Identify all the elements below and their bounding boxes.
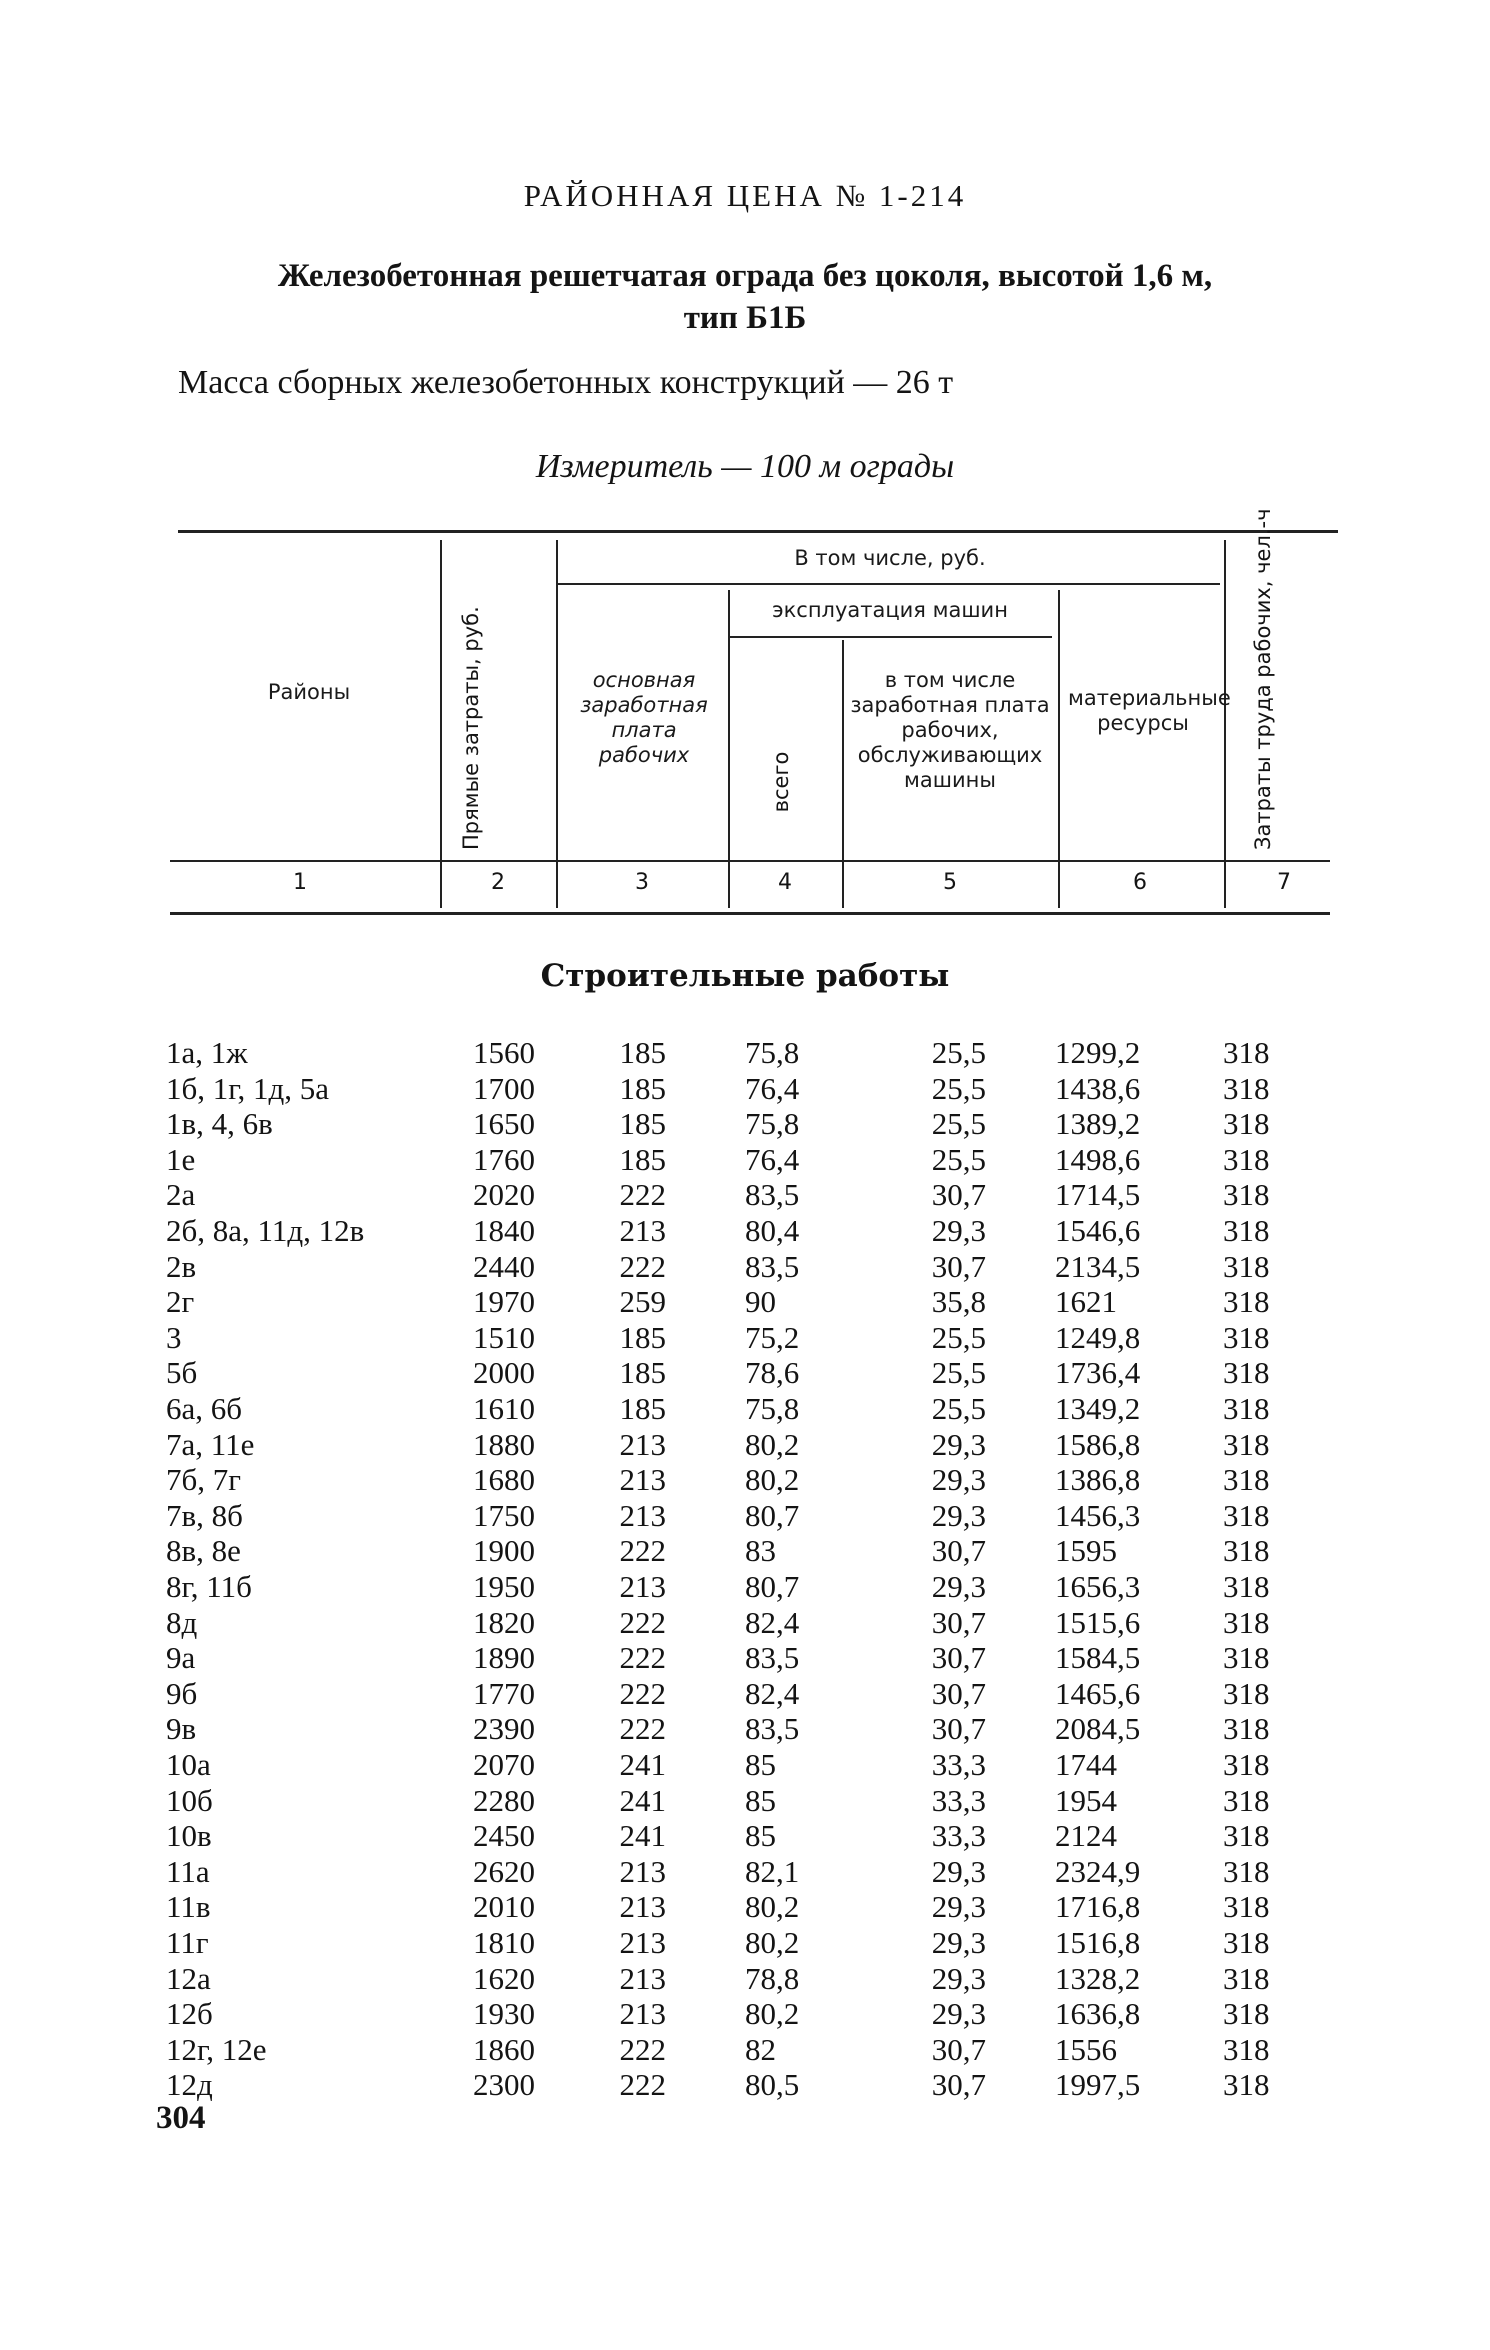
machine-wage-cell: 29,3 bbox=[931, 1462, 986, 1498]
table-row bbox=[0, 1498, 1490, 1533]
materials-cell: 1438,6 bbox=[1055, 1070, 1141, 1106]
base-wage-cell: 241 bbox=[619, 1747, 666, 1782]
labor-cell: 318 bbox=[1223, 1141, 1270, 1177]
labor-cell: 318 bbox=[1223, 1604, 1270, 1640]
direct-costs-cell: 2010 bbox=[473, 1889, 535, 1925]
table-row bbox=[0, 1142, 1490, 1177]
district-cell: 10в bbox=[166, 1818, 212, 1854]
subtitle-line-1: Железобетонная решетчатая ограда без цоколя, высотой 1,6 м, bbox=[277, 258, 1213, 294]
base-wage-cell: 213 bbox=[619, 1889, 666, 1925]
machine-total-cell: 83,5 bbox=[745, 1177, 800, 1213]
district-cell: 1а, 1ж bbox=[166, 1035, 248, 1070]
table-row bbox=[0, 1854, 1490, 1889]
measurement-unit: Измеритель — 100 м ограды bbox=[535, 448, 955, 485]
table-row bbox=[0, 1961, 1490, 1996]
col-number: 4 bbox=[778, 870, 792, 895]
base-wage-cell: 222 bbox=[619, 1533, 666, 1569]
page-header-title: РАЙОННАЯ ЦЕНА № 1-214 bbox=[523, 178, 967, 213]
district-cell: 2г bbox=[166, 1284, 195, 1320]
materials-cell: 2084,5 bbox=[1055, 1711, 1141, 1747]
col-number: 2 bbox=[491, 870, 505, 895]
materials-cell: 1386,8 bbox=[1055, 1462, 1141, 1498]
table-row bbox=[0, 1391, 1490, 1426]
machine-wage-cell: 29,3 bbox=[931, 1569, 986, 1604]
district-cell: 5б bbox=[166, 1355, 198, 1391]
table-row bbox=[0, 1996, 1490, 2031]
machine-total-cell: 83,5 bbox=[745, 1640, 800, 1676]
direct-costs-cell: 1810 bbox=[473, 1925, 535, 1960]
divider bbox=[440, 540, 442, 908]
materials-cell: 1586,8 bbox=[1055, 1426, 1141, 1462]
base-wage-cell: 185 bbox=[619, 1070, 666, 1106]
direct-costs-cell: 2300 bbox=[473, 2067, 535, 2103]
machine-total-cell: 85 bbox=[745, 1747, 776, 1782]
materials-cell: 1546,6 bbox=[1055, 1213, 1141, 1248]
labor-cell: 318 bbox=[1223, 1569, 1270, 1604]
table-row bbox=[0, 1427, 1490, 1462]
divider bbox=[728, 590, 730, 908]
district-cell: 7б, 7г bbox=[166, 1462, 241, 1498]
base-wage-cell: 213 bbox=[619, 1853, 666, 1889]
machine-total-cell: 75,8 bbox=[745, 1391, 800, 1426]
divider bbox=[1224, 540, 1226, 908]
base-wage-cell: 222 bbox=[619, 1177, 666, 1213]
materials-cell: 1249,8 bbox=[1055, 1319, 1141, 1355]
direct-costs-cell: 1770 bbox=[473, 1675, 535, 1711]
direct-costs-cell: 1610 bbox=[473, 1391, 535, 1426]
subtitle-line-2: тип Б1Б bbox=[683, 300, 807, 336]
table-row bbox=[0, 1249, 1490, 1284]
machine-wage-cell: 29,3 bbox=[931, 1497, 986, 1533]
direct-costs-cell: 1620 bbox=[473, 1960, 535, 1996]
table-row bbox=[0, 1640, 1490, 1675]
machine-wage-cell: 30,7 bbox=[931, 2067, 986, 2103]
labor-cell: 318 bbox=[1223, 1462, 1270, 1498]
base-wage-cell: 213 bbox=[619, 1960, 666, 1996]
base-wage-cell: 222 bbox=[619, 2031, 666, 2067]
materials-cell: 1656,3 bbox=[1055, 1569, 1141, 1604]
table-row bbox=[0, 1747, 1490, 1782]
base-wage-cell: 185 bbox=[619, 1355, 666, 1391]
labor-header: Затраты труда рабочих, чел.-ч bbox=[1251, 508, 1275, 850]
labor-cell: 318 bbox=[1223, 1711, 1270, 1747]
machine-total-cell: 82,4 bbox=[745, 1675, 800, 1711]
materials-cell: 1516,8 bbox=[1055, 1925, 1141, 1960]
machine-total-cell: 80,7 bbox=[745, 1497, 800, 1533]
labor-cell: 318 bbox=[1223, 1675, 1270, 1711]
machine-wage-cell: 30,7 bbox=[931, 1248, 986, 1284]
labor-cell: 318 bbox=[1223, 1640, 1270, 1676]
document-subtitle bbox=[0, 255, 1490, 339]
base-wage-cell: 213 bbox=[619, 1497, 666, 1533]
machine-total-cell: 90 bbox=[745, 1284, 776, 1320]
table-row bbox=[0, 1106, 1490, 1141]
page-number: 304 bbox=[156, 2100, 206, 2136]
machine-wage-cell: 33,3 bbox=[931, 1747, 986, 1782]
machine-total-cell: 82,4 bbox=[745, 1604, 800, 1640]
table-row bbox=[0, 1783, 1490, 1818]
base-wage-cell: 213 bbox=[619, 1925, 666, 1960]
table-row bbox=[0, 1071, 1490, 1106]
district-cell: 7в, 8б bbox=[166, 1497, 243, 1533]
base-wage-cell: 222 bbox=[619, 1640, 666, 1676]
labor-cell: 318 bbox=[1223, 1426, 1270, 1462]
labor-cell: 318 bbox=[1223, 1533, 1270, 1569]
district-cell: 12б bbox=[166, 1996, 213, 2032]
machine-wage-cell: 30,7 bbox=[931, 2031, 986, 2067]
district-cell: 12д bbox=[166, 2067, 213, 2103]
district-cell: 8в, 8е bbox=[166, 1533, 241, 1569]
materials-cell: 1584,5 bbox=[1055, 1640, 1141, 1676]
districts-header: Районы bbox=[267, 680, 351, 704]
machine-total-cell: 75,8 bbox=[745, 1106, 800, 1142]
labor-cell: 318 bbox=[1223, 1889, 1270, 1925]
machine-total-cell: 82,1 bbox=[745, 1853, 800, 1889]
labor-cell: 318 bbox=[1223, 1996, 1270, 2032]
base-wage-cell: 222 bbox=[619, 1248, 666, 1284]
materials-cell: 1389,2 bbox=[1055, 1106, 1141, 1142]
labor-cell: 318 bbox=[1223, 2031, 1270, 2067]
table-row bbox=[0, 1711, 1490, 1746]
materials-cell: 2324,9 bbox=[1055, 1853, 1141, 1889]
labor-cell: 318 bbox=[1223, 1853, 1270, 1889]
district-cell: 9а bbox=[166, 1640, 196, 1676]
table-row bbox=[0, 1213, 1490, 1248]
labor-cell: 318 bbox=[1223, 1319, 1270, 1355]
base-wage-cell: 213 bbox=[619, 1426, 666, 1462]
table-row bbox=[0, 2032, 1490, 2067]
machine-total-cell: 76,4 bbox=[745, 1141, 800, 1177]
labor-cell: 318 bbox=[1223, 1035, 1270, 1070]
machine-total-cell: 80,2 bbox=[745, 1426, 800, 1462]
materials-cell: 2134,5 bbox=[1055, 1248, 1141, 1284]
labor-cell: 318 bbox=[1223, 1070, 1270, 1106]
labor-cell: 318 bbox=[1223, 1355, 1270, 1391]
direct-costs-header: Прямые затраты, руб. bbox=[459, 606, 483, 850]
materials-header: материальные ресурсы bbox=[1068, 686, 1231, 735]
col-number: 1 bbox=[293, 870, 307, 895]
district-cell: 10а bbox=[166, 1747, 211, 1782]
district-cell: 2в bbox=[166, 1248, 197, 1284]
table-row bbox=[0, 1462, 1490, 1497]
labor-cell: 318 bbox=[1223, 1106, 1270, 1142]
machine-wage-cell: 30,7 bbox=[931, 1533, 986, 1569]
materials-cell: 1716,8 bbox=[1055, 1889, 1141, 1925]
materials-cell: 1498,6 bbox=[1055, 1141, 1141, 1177]
machine-wage-cell: 29,3 bbox=[931, 1996, 986, 2032]
base-wage-cell: 241 bbox=[619, 1782, 666, 1818]
materials-cell: 1556 bbox=[1055, 2031, 1117, 2067]
materials-cell: 1714,5 bbox=[1055, 1177, 1141, 1213]
table-row bbox=[0, 1355, 1490, 1390]
district-cell: 8д bbox=[166, 1604, 198, 1640]
machine-total-cell: 76,4 bbox=[745, 1070, 800, 1106]
table-row bbox=[0, 1605, 1490, 1640]
machine-wage-cell: 25,5 bbox=[931, 1319, 986, 1355]
district-cell: 1е bbox=[166, 1141, 196, 1177]
machine-wage-cell: 29,3 bbox=[931, 1925, 986, 1960]
machine-total-header: всего bbox=[769, 751, 793, 813]
base-wage-cell: 213 bbox=[619, 1462, 666, 1498]
machine-total-cell: 80,2 bbox=[745, 1462, 800, 1498]
col-number: 3 bbox=[635, 870, 649, 895]
base-wage-cell: 222 bbox=[619, 1604, 666, 1640]
labor-cell: 318 bbox=[1223, 1925, 1270, 1960]
table-row bbox=[0, 1035, 1490, 1070]
base-wage-cell: 185 bbox=[619, 1035, 666, 1070]
table-row bbox=[0, 1889, 1490, 1924]
machine-total-cell: 83 bbox=[745, 1533, 776, 1569]
header-top-rule bbox=[178, 530, 1338, 533]
including-rule bbox=[556, 583, 1220, 585]
labor-cell: 318 bbox=[1223, 1177, 1270, 1213]
direct-costs-cell: 1820 bbox=[473, 1604, 535, 1640]
district-cell: 3 bbox=[166, 1319, 182, 1355]
machine-total-cell: 80,2 bbox=[745, 1889, 800, 1925]
table-row bbox=[0, 1320, 1490, 1355]
machine-wage-cell: 25,5 bbox=[931, 1355, 986, 1391]
col-numbers-rule bbox=[170, 912, 1330, 915]
machine-wage-cell: 29,3 bbox=[931, 1426, 986, 1462]
district-cell: 11г bbox=[166, 1925, 209, 1960]
direct-costs-cell: 1930 bbox=[473, 1996, 535, 2032]
direct-costs-cell: 1840 bbox=[473, 1213, 535, 1248]
machine-wage-cell: 30,7 bbox=[931, 1604, 986, 1640]
machine-total-cell: 78,8 bbox=[745, 1960, 800, 1996]
direct-costs-cell: 2020 bbox=[473, 1177, 535, 1213]
district-cell: 10б bbox=[166, 1782, 213, 1818]
labor-cell: 318 bbox=[1223, 1960, 1270, 1996]
machine-total-cell: 80,2 bbox=[745, 1996, 800, 2032]
table-row bbox=[0, 2067, 1490, 2102]
machine-wage-cell: 25,5 bbox=[931, 1141, 986, 1177]
table-row bbox=[0, 1177, 1490, 1212]
direct-costs-cell: 2280 bbox=[473, 1782, 535, 1818]
district-cell: 8г, 11б bbox=[166, 1569, 252, 1604]
district-cell: 7а, 11е bbox=[166, 1426, 255, 1462]
direct-costs-cell: 2620 bbox=[473, 1853, 535, 1889]
labor-cell: 318 bbox=[1223, 1391, 1270, 1426]
machine-total-cell: 85 bbox=[745, 1782, 776, 1818]
base-wage-cell: 185 bbox=[619, 1106, 666, 1142]
table-row bbox=[0, 1818, 1490, 1853]
machine-wage-cell: 25,5 bbox=[931, 1035, 986, 1070]
base-wage-cell: 185 bbox=[619, 1391, 666, 1426]
machine-total-cell: 80,4 bbox=[745, 1213, 800, 1248]
materials-cell: 1465,6 bbox=[1055, 1675, 1141, 1711]
machine-wage-cell: 29,3 bbox=[931, 1889, 986, 1925]
machine-wage-cell: 30,7 bbox=[931, 1675, 986, 1711]
base-wage-cell: 222 bbox=[619, 1675, 666, 1711]
col-number: 6 bbox=[1133, 870, 1147, 895]
table-row bbox=[0, 1533, 1490, 1568]
materials-cell: 1744 bbox=[1055, 1747, 1117, 1782]
labor-cell: 318 bbox=[1223, 1248, 1270, 1284]
machine-total-cell: 80,5 bbox=[745, 2067, 800, 2103]
direct-costs-cell: 1560 bbox=[473, 1035, 535, 1070]
divider bbox=[556, 540, 558, 908]
section-title: Строительные работы bbox=[540, 958, 950, 994]
machine-total-cell: 83,5 bbox=[745, 1248, 800, 1284]
divider bbox=[1058, 590, 1060, 908]
materials-cell: 1636,8 bbox=[1055, 1996, 1141, 2032]
district-cell: 9б bbox=[166, 1675, 198, 1711]
direct-costs-cell: 1860 bbox=[473, 2031, 535, 2067]
col-number: 5 bbox=[943, 870, 957, 895]
direct-costs-cell: 1970 bbox=[473, 1284, 535, 1320]
machine-wage-cell: 30,7 bbox=[931, 1711, 986, 1747]
labor-cell: 318 bbox=[1223, 1747, 1270, 1782]
table-row bbox=[0, 1925, 1490, 1960]
base-wage-cell: 185 bbox=[619, 1141, 666, 1177]
direct-costs-cell: 1680 bbox=[473, 1462, 535, 1498]
machine-wage-cell: 33,3 bbox=[931, 1818, 986, 1854]
divider bbox=[842, 640, 844, 908]
machine-wage-cell: 35,8 bbox=[931, 1284, 986, 1320]
machine-total-cell: 75,2 bbox=[745, 1319, 800, 1355]
direct-costs-cell: 2450 bbox=[473, 1818, 535, 1854]
direct-costs-cell: 1750 bbox=[473, 1497, 535, 1533]
machine-wage-cell: 25,5 bbox=[931, 1106, 986, 1142]
direct-costs-cell: 1650 bbox=[473, 1106, 535, 1142]
machine-wage-cell: 30,7 bbox=[931, 1640, 986, 1676]
base-wage-cell: 222 bbox=[619, 2067, 666, 2103]
district-cell: 12а bbox=[166, 1960, 211, 1996]
district-cell: 2а bbox=[166, 1177, 196, 1213]
machine-wage-header: в том числе заработная плата рабочих, обслуживающих машины bbox=[850, 668, 1050, 792]
machine-total-cell: 82 bbox=[745, 2031, 776, 2067]
district-cell: 12г, 12е bbox=[166, 2031, 267, 2067]
direct-costs-cell: 1700 bbox=[473, 1070, 535, 1106]
direct-costs-cell: 2000 bbox=[473, 1355, 535, 1391]
materials-cell: 1736,4 bbox=[1055, 1355, 1141, 1391]
direct-costs-cell: 2390 bbox=[473, 1711, 535, 1747]
machine-total-cell: 78,6 bbox=[745, 1355, 800, 1391]
labor-cell: 318 bbox=[1223, 1818, 1270, 1854]
base-wage-cell: 222 bbox=[619, 1711, 666, 1747]
base-wage-cell: 213 bbox=[619, 1569, 666, 1604]
materials-cell: 1595 bbox=[1055, 1533, 1117, 1569]
district-cell: 1в, 4, 6в bbox=[166, 1106, 273, 1142]
direct-costs-cell: 1950 bbox=[473, 1569, 535, 1604]
materials-cell: 1299,2 bbox=[1055, 1035, 1141, 1070]
machine-operation-header: эксплуатация машин bbox=[772, 598, 1008, 622]
table-row bbox=[0, 1284, 1490, 1319]
base-wage-cell: 213 bbox=[619, 1213, 666, 1248]
direct-costs-cell: 1880 bbox=[473, 1426, 535, 1462]
direct-costs-cell: 1760 bbox=[473, 1141, 535, 1177]
machine-total-cell: 75,8 bbox=[745, 1035, 800, 1070]
machine-wage-cell: 29,3 bbox=[931, 1853, 986, 1889]
labor-cell: 318 bbox=[1223, 2067, 1270, 2103]
labor-cell: 318 bbox=[1223, 1284, 1270, 1320]
machine-total-cell: 85 bbox=[745, 1818, 776, 1854]
base-wage-cell: 213 bbox=[619, 1996, 666, 2032]
materials-cell: 2124 bbox=[1055, 1818, 1117, 1854]
including-header: В том числе, руб. bbox=[794, 546, 986, 570]
district-cell: 6а, 6б bbox=[166, 1391, 243, 1426]
district-cell: 9в bbox=[166, 1711, 197, 1747]
col-number: 7 bbox=[1277, 870, 1291, 895]
table-row bbox=[0, 1569, 1490, 1604]
materials-cell: 1621 bbox=[1055, 1284, 1117, 1320]
base-wage-header: основная заработная плата рабочих bbox=[580, 668, 708, 767]
district-cell: 11а bbox=[166, 1853, 210, 1889]
direct-costs-cell: 1890 bbox=[473, 1640, 535, 1676]
mass-note: Масса сборных железобетонных конструкций — 26 т bbox=[178, 364, 954, 401]
materials-cell: 1515,6 bbox=[1055, 1604, 1141, 1640]
district-cell: 2б, 8а, 11д, 12в bbox=[166, 1213, 365, 1248]
materials-cell: 1328,2 bbox=[1055, 1960, 1141, 1996]
machine-total-cell: 83,5 bbox=[745, 1711, 800, 1747]
materials-cell: 1456,3 bbox=[1055, 1497, 1141, 1533]
machine-wage-cell: 30,7 bbox=[931, 1177, 986, 1213]
labor-cell: 318 bbox=[1223, 1497, 1270, 1533]
machine-rule bbox=[728, 636, 1052, 638]
materials-cell: 1349,2 bbox=[1055, 1391, 1141, 1426]
direct-costs-cell: 2070 bbox=[473, 1747, 535, 1782]
direct-costs-cell: 1510 bbox=[473, 1319, 535, 1355]
direct-costs-cell: 1900 bbox=[473, 1533, 535, 1569]
labor-cell: 318 bbox=[1223, 1782, 1270, 1818]
labor-cell: 318 bbox=[1223, 1213, 1270, 1248]
base-wage-cell: 259 bbox=[619, 1284, 666, 1320]
base-wage-cell: 185 bbox=[619, 1319, 666, 1355]
machine-total-cell: 80,2 bbox=[745, 1925, 800, 1960]
district-cell: 11в bbox=[166, 1889, 211, 1925]
machine-wage-cell: 29,3 bbox=[931, 1960, 986, 1996]
machine-wage-cell: 25,5 bbox=[931, 1070, 986, 1106]
base-wage-cell: 241 bbox=[619, 1818, 666, 1854]
table-row bbox=[0, 1676, 1490, 1711]
materials-cell: 1954 bbox=[1055, 1782, 1117, 1818]
machine-wage-cell: 33,3 bbox=[931, 1782, 986, 1818]
machine-total-cell: 80,7 bbox=[745, 1569, 800, 1604]
materials-cell: 1997,5 bbox=[1055, 2067, 1141, 2103]
machine-wage-cell: 29,3 bbox=[931, 1213, 986, 1248]
direct-costs-cell: 2440 bbox=[473, 1248, 535, 1284]
machine-wage-cell: 25,5 bbox=[931, 1391, 986, 1426]
district-cell: 1б, 1г, 1д, 5а bbox=[166, 1070, 330, 1106]
header-bottom-rule bbox=[170, 860, 1330, 862]
